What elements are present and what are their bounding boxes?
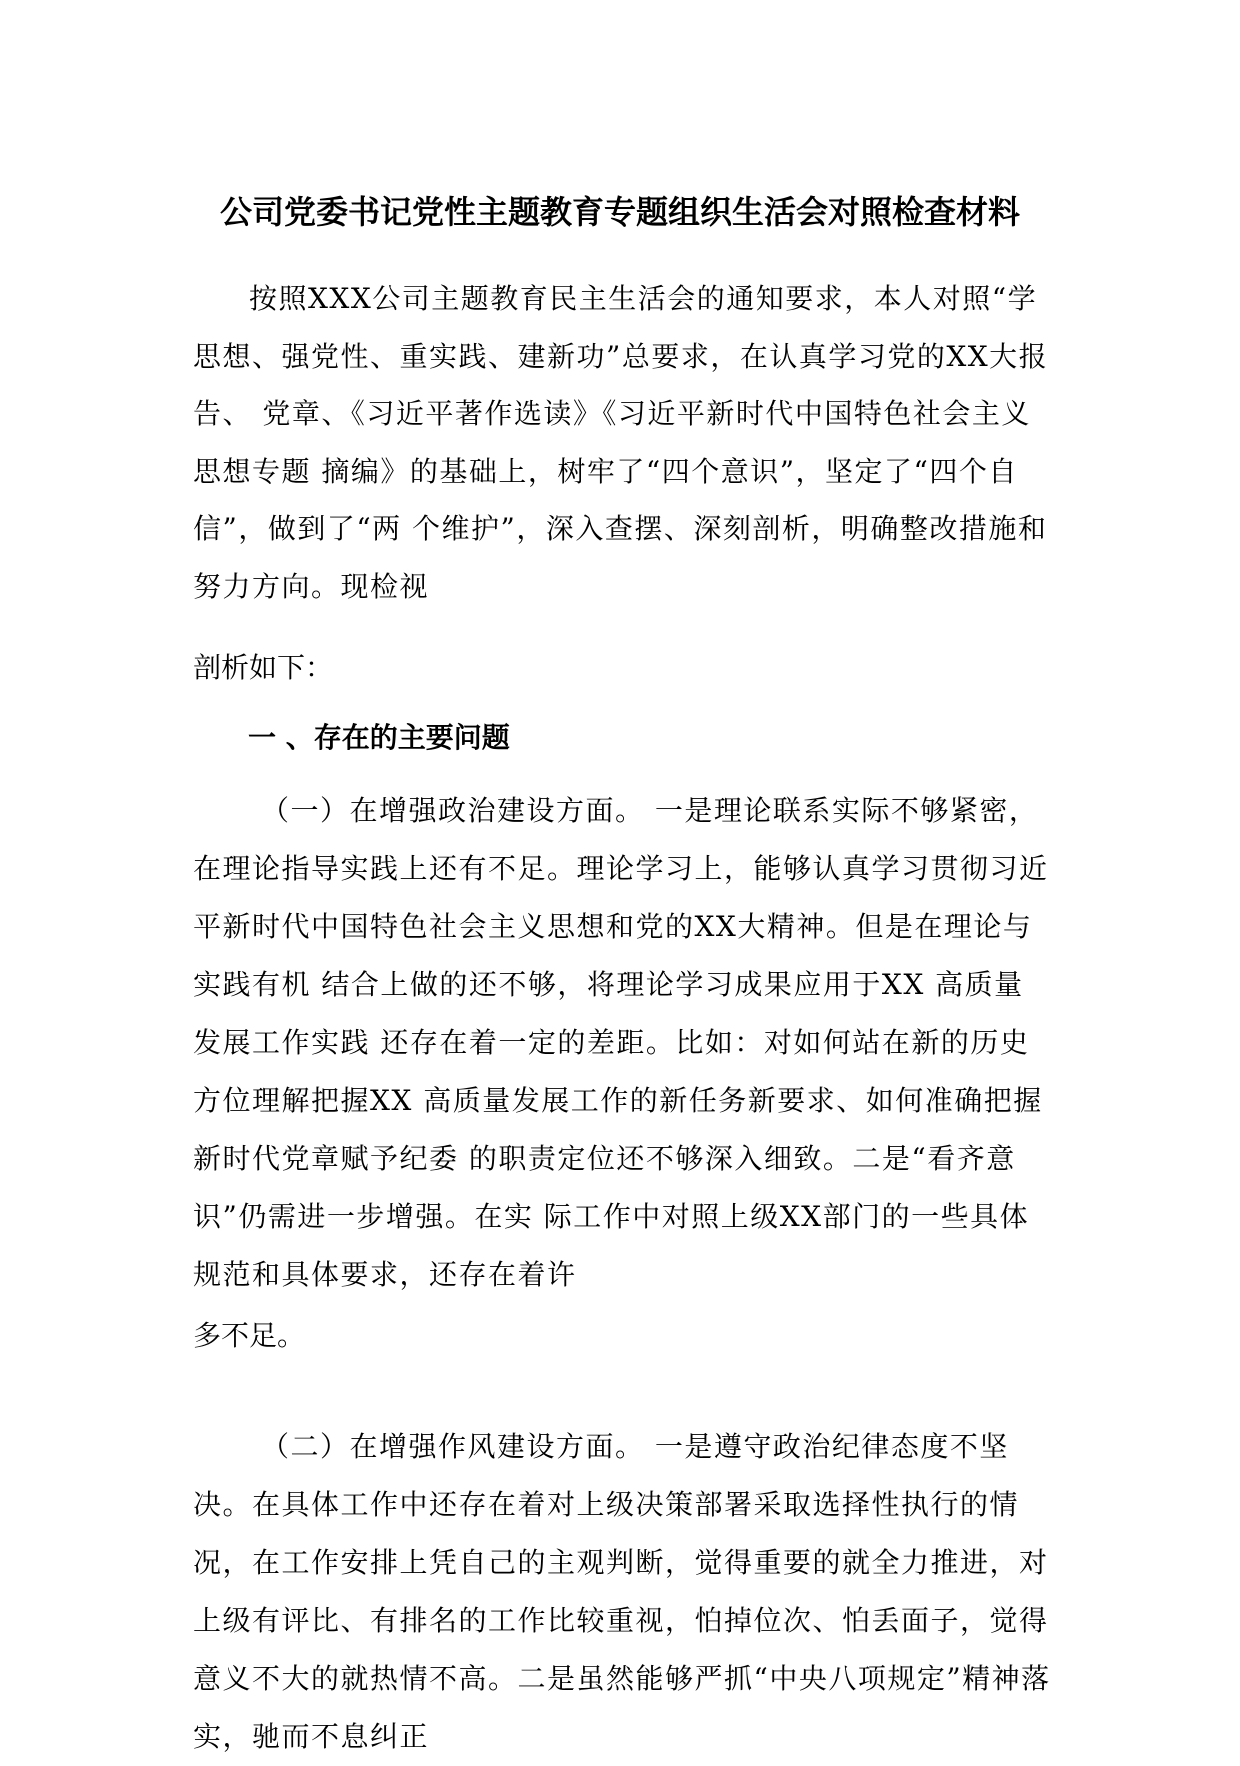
intro-paragraph: 按照XXX公司主题教育民主生活会的通知要求，本人对照“学思想、强党性、重实践、建新功”总要求，在认真学习党的XX大报告、 党章、《习近平著作选读》《习近平新时代中国特色社会主义思想专题 摘编》的基础上，树牢了“四个意识”，坚定了“四个自信”，做到了“两 个维护”，深入查摆、深刻剖析，明确整改措施和努力方向。现检视 — [193, 282, 1049, 603]
problem-paragraph-1: （一）在增强政治建设方面。 一是理论联系实际不够紧密，在理论指导实践上还有不足。理论学习上，能够认真学习贯彻习近平新时代中国特色社会主义思想和党的XX大精神。但是在理论与实践有机 结合上做的还不够，将理论学习成果应用于XX 高质量发展工作实践 还存在着一定的差距。比如：对如何站在新的历史方位理解把握XX 高质量发展工作的新任务新要求、如何准确把握新时代党章赋予纪委 的职责定位还不够深入细致。二是“看齐意识”仍需进一步增强。在实 际工作中对照上级XX部门的一些具体规范和具体要求，还存在着许 — [193, 794, 1049, 1291]
intro-paragraph-tail: 剖析如下： — [193, 651, 334, 684]
problem-paragraph-2: （二）在增强作风建设方面。 一是遵守政治纪律态度不坚决。在具体工作中还存在着对上级决策部署采取选择性执行的情况，在工作安排上凭自己的主观判断，觉得重要的就全力推进，对上级有评比、有排名的工作比较重视，怕掉位次、怕丢面子，觉得意义不大的就热情不高。二是虽然能够严抓“中央八项规定”精神落实，驰而不息纠正 — [193, 1430, 1051, 1753]
problem-paragraph-1-tail: 多不足。 — [193, 1319, 306, 1352]
document-title: 公司党委书记党性主题教育专题组织生活会对照检查材料 — [219, 193, 1020, 231]
section-heading-1: 一 、存在的主要问题 — [248, 721, 510, 754]
